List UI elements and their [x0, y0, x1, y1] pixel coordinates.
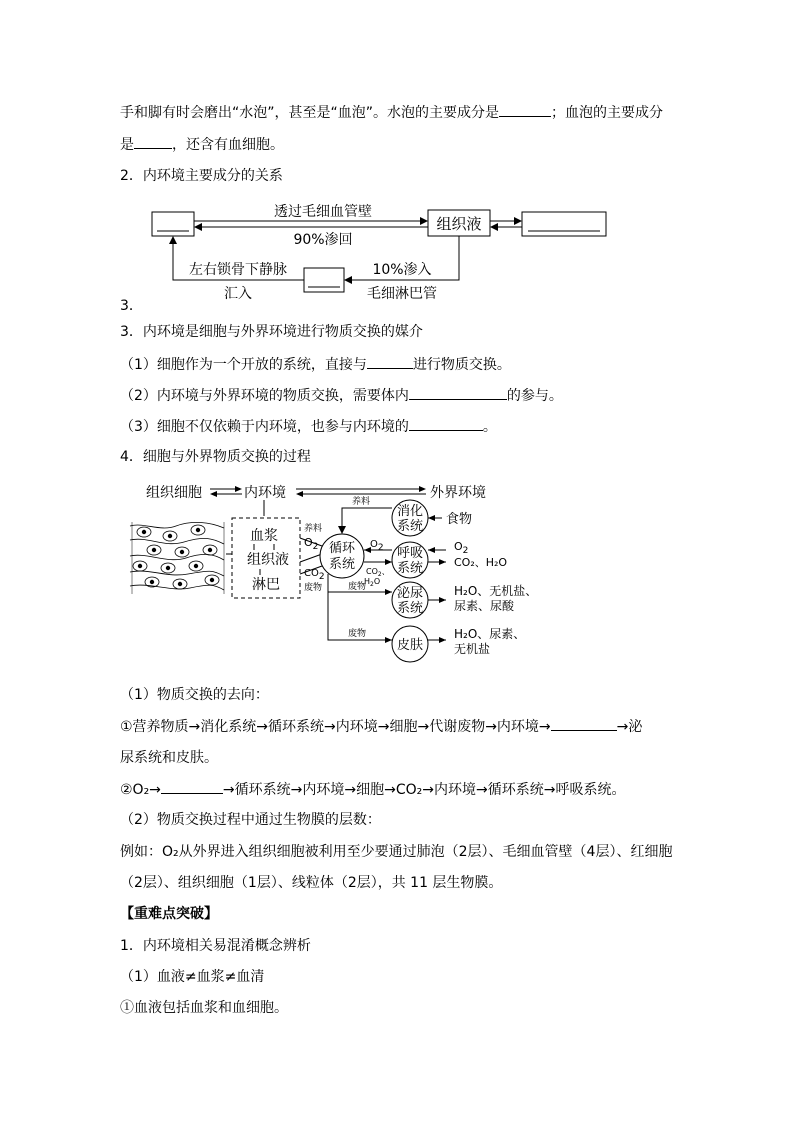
item-text: （2）内环境与外界环境的物质交换，需要体内 [120, 388, 409, 404]
uri-output-1: H₂O、无机盐、 [454, 584, 538, 598]
answer-blank[interactable] [161, 779, 223, 794]
co2-left-label: CO2 [304, 568, 325, 582]
o2-right-label: $O_2$ [454, 540, 469, 556]
dig-label-2: 系统 [396, 519, 424, 534]
stray-number: 3． [120, 298, 143, 314]
key-item-1: 1．内环境相关易混淆概念辨析 [120, 938, 311, 954]
section-4-heading: 4．细胞与外界物质交换的过程 [120, 449, 311, 465]
intro-text-c: 是 [120, 137, 134, 153]
uri-label-2: 系统 [396, 601, 424, 616]
plasma-label: 血浆 [250, 528, 278, 544]
o2-left-label: $O_2$ [304, 536, 319, 552]
example-line-1: 例如：O₂从外界进入组织细胞被利用至少要通过肺泡（2层）、毛细血管壁（4层）、红细胞 [120, 844, 673, 860]
o2-mid-label: O2 [370, 539, 384, 553]
waste-label-uri: 废物 [348, 582, 367, 592]
material-exchange-diagram [124, 478, 544, 666]
body-fluid-relation-diagram [140, 198, 620, 302]
item-text: （3）细胞不仅依赖于内环境，也参与内环境的 [120, 419, 409, 435]
answer-blank[interactable] [499, 102, 551, 117]
co2-mid-label: $CO_2$、 [366, 567, 390, 578]
top-arrow-label: 透过毛细血管壁 [274, 204, 372, 220]
path-text: →循环系统→内环境→细胞→CO₂→内环境→循环系统→呼吸系统。 [222, 782, 626, 798]
key-subitem-1-a: ①血液包括血浆和血细胞。 [120, 1000, 288, 1016]
path-text: →泌 [616, 719, 643, 735]
external-env-label: 外界环境 [430, 485, 486, 501]
right-box [522, 212, 606, 236]
tissue-fluid-label: 组织液 [436, 215, 482, 233]
item-text: 的参与。 [506, 388, 563, 404]
answer-blank[interactable] [409, 385, 507, 400]
path-text: ①营养物质→消化系统→循环系统→内环境→细胞→代谢废物→内环境→ [120, 719, 551, 735]
intro-text-b: ；血泡的主要成分 [551, 105, 664, 121]
key-subitem-1: （1）血液≠血浆≠血清 [120, 969, 265, 985]
resp-label-1: 呼吸 [396, 546, 424, 561]
intro-text-a: 手和脚有时会磨出“水泡”，甚至是“血泡”。水泡的主要成分是 [120, 105, 500, 121]
item-text: 。 [482, 419, 497, 435]
food-label: 食物 [446, 512, 473, 527]
lymph-label: 淋巴 [252, 577, 280, 593]
answer-blank[interactable] [551, 716, 617, 731]
resp-output-label: CO₂、H₂O [454, 556, 508, 569]
return-arrow-label: 90%渗回 [293, 232, 353, 248]
lymph-in-label: 10%渗入 [372, 262, 432, 278]
uri-label-1: 泌尿 [396, 586, 424, 601]
section-2-heading: 2．内环境主要成分的关系 [120, 168, 283, 184]
merge-label: 汇入 [224, 286, 252, 302]
exchange-item-1: （1）物质交换的去向： [120, 687, 269, 703]
plasma-box [152, 212, 194, 236]
lymph-box [304, 268, 344, 292]
answer-blank[interactable] [134, 134, 172, 149]
section-3-item-3 [120, 416, 497, 437]
intro-text-d: ，还含有血细胞。 [172, 137, 284, 153]
uri-output-2: 尿素、尿酸 [454, 599, 515, 613]
internal-env-label: 内环境 [244, 485, 286, 501]
skin-output-2: 无机盐 [454, 642, 491, 656]
subclavian-label: 左右锁骨下静脉 [189, 262, 287, 278]
answer-blank[interactable] [409, 416, 483, 431]
waste-label-left: 废物 [304, 583, 323, 593]
skin-output-1: H₂O、尿素、 [454, 627, 526, 641]
skin-label: 皮肤 [396, 638, 424, 653]
nutrients-label: 养料 [304, 524, 323, 534]
section-3-item-1 [120, 354, 511, 375]
item-text: 进行物质交换。 [412, 357, 511, 373]
h2o-mid-label: $H_2O$ [364, 577, 381, 588]
example-line-2: （2层）、组织细胞（1层）、线粒体（2层），共 11 层生物膜。 [120, 875, 503, 891]
lymph-vessel-label: 毛细淋巴管 [367, 286, 437, 302]
exchange-item-2: （2）物质交换过程中通过生物膜的层数： [120, 812, 381, 828]
path-text: ②O₂→ [120, 782, 161, 798]
exchange-path-2 [120, 779, 625, 800]
tissue-cell-label: 组织细胞 [146, 485, 202, 501]
section-3-item-2 [120, 385, 563, 406]
intro-line-2 [120, 134, 284, 155]
tissue-cells-illustration [128, 522, 226, 594]
nutrients-label-top: 养料 [352, 497, 371, 507]
dig-label-1: 消化 [396, 504, 424, 519]
item-text: （1）细胞作为一个开放的系统，直接与 [120, 357, 367, 373]
circ-label-1: 循环 [328, 541, 356, 556]
exchange-path-1-cont: 尿系统和皮肤。 [120, 750, 218, 766]
tissue-fluid-label: 组织液 [247, 552, 289, 568]
resp-label-2: 系统 [396, 561, 424, 576]
waste-label-skin: 废物 [348, 629, 367, 639]
answer-blank[interactable] [367, 354, 413, 369]
section-3-heading: 3．内环境是细胞与外界环境进行物质交换的媒介 [120, 324, 423, 340]
circ-label-2: 系统 [328, 557, 356, 572]
intro-line-1 [120, 102, 663, 123]
exchange-path-1 [120, 716, 642, 737]
key-points-heading: 【重难点突破】 [120, 906, 218, 922]
